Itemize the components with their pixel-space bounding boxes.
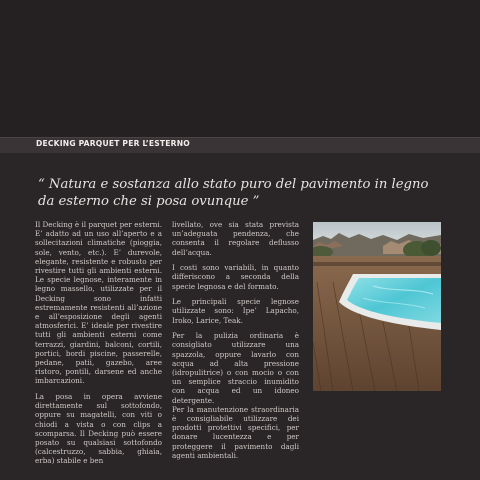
text-column-left — [35, 220, 162, 472]
paragraph-installation: La posa in opera avviene direttamente sul sottofondo, oppure su magatelli, con viti o chiodi a vista o con clips a scomparsa. Il Decking può essere posato su qualsiasi sottofondo (calcestruzzo, sabbia, ghiaia, erba) stabile e ben — [35, 392, 162, 466]
pull-quote: “ Natura e sostanza allo stato puro del pavimento in legno da esterno che si posa ovunque ” — [38, 177, 429, 209]
paragraph-cleaning: Per la pulizia ordinaria è consigliato utilizzare una spazzola, oppure lavarlo con acqua ad alta pressione (idropulitrice) o con mocio o con un semplice straccio inumidito con acqua ed un idoneo detergente. — [172, 331, 299, 405]
paragraph-drainage: livellato, ove sia stata prevista un’adeguata pendenza, che consenta il regolare deflusso dell’acqua. — [172, 220, 299, 257]
paragraph-species: Le principali specie legnose utilizzate sono: Ipe’ Lapacho, Iroko, Larice, Teak. — [172, 297, 299, 325]
text-column-middle — [172, 220, 299, 466]
dark-header-area — [0, 0, 480, 137]
pool-deck-photo — [313, 222, 441, 391]
paragraph-maintenance: Per la manutenzione straordinaria è consigliabile utilizzare dei prodotti protettivi specifici, per donare lucentezza e per proteggere il pavimento dagli agenti ambientali. — [172, 404, 299, 460]
paragraph-costs: I costi sono variabili, in quanto differiscono a seconda della specie legnosa e del formato. — [172, 263, 299, 291]
section-title: DECKING PARQUET PER L’ESTERNO — [36, 139, 190, 148]
paragraph-intro: Il Decking è il parquet per esterni. E’ adatto ad un uso all’aperto e a sollecitazioni climatiche (pioggia, sole, vento, etc.). E’ durevole, elegante, resistente e robusto per rivestire tutti gli ambienti esterni. Le specie legnose, interamente in legno massello, utilizzate per il Decking sono infatti estremamente resistenti all’azione e all’esposizione degli agenti atmosferici. E’ ideale per rivestire tutti gli ambienti esterni come terrazzi, giardini, balconi, cortili, portici, bordi piscine, passerelle, pedane, patii, gazebo, aree ristoro, pontili, darsene ed anche imbarcazioni. — [35, 220, 162, 386]
